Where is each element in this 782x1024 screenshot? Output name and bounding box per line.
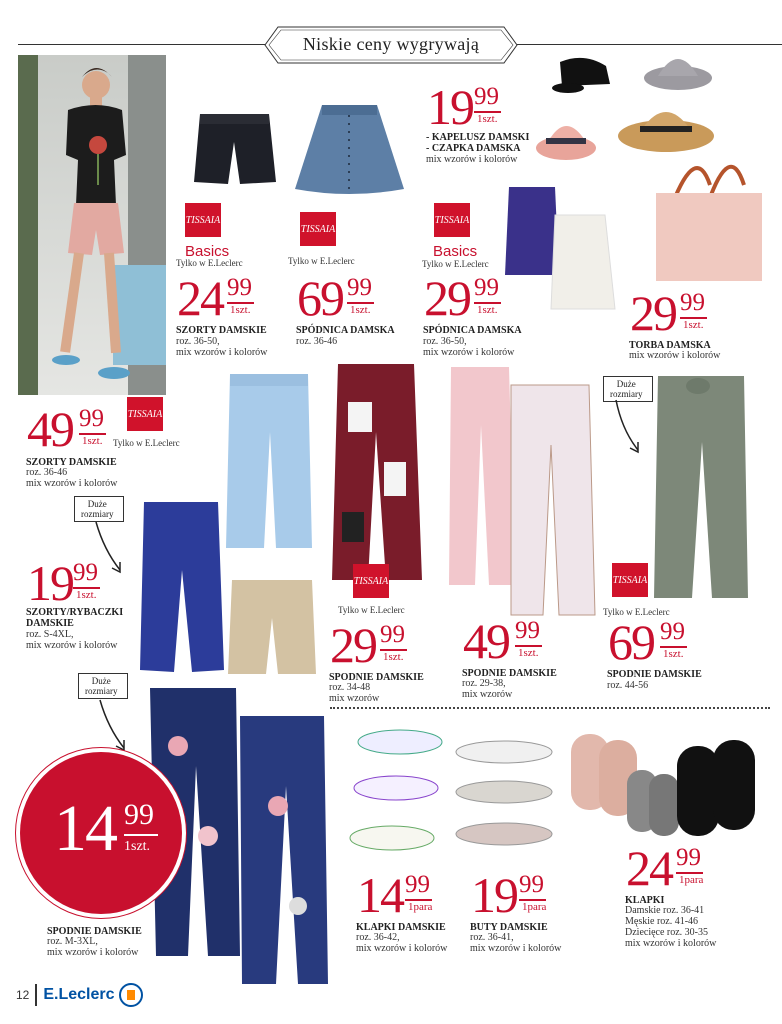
price-circle: 14 99 1szt.: [20, 752, 182, 914]
brand-badge: TISSAIA: [612, 563, 648, 597]
name-spodnie-floral: SPODNIE DAMSKIE: [462, 668, 557, 679]
page-number: 12: [16, 988, 30, 1002]
desc-klapki: Damskie roz. 36-41 Męskie roz. 41-46 Dziecięce roz. 30-35 mix wzorów i kolorów: [625, 905, 717, 949]
desc-spodnie-green: roz. 44-56: [607, 680, 649, 691]
name-buty: BUTY DAMSKIE: [470, 922, 548, 933]
slippers-image: [565, 730, 773, 858]
name-kapelusz: - KAPELUSZ DAMSKI - CZAPKA DAMSKA: [426, 132, 530, 154]
header-banner: [264, 26, 518, 64]
arrow-icon: [96, 698, 130, 754]
bag-image: [650, 145, 768, 285]
black-shorts-image: [192, 112, 277, 190]
desc-torba: mix wzorów i kolorów: [629, 350, 721, 361]
skirts-image: [503, 183, 618, 313]
name-spodnie-print: SPODNIE DAMSKIE: [329, 672, 424, 683]
desc-spodnica2: roz. 36-50, mix wzorów i kolorów: [423, 336, 515, 358]
desc-spodnica: roz. 36-46: [296, 336, 338, 347]
only-leclerc: Tylko w E.Leclerc: [288, 256, 355, 266]
beige-shorts-image: [228, 578, 316, 678]
desc-spodnie-print: roz. 34-48 mix wzorów: [329, 682, 380, 704]
page-title: Niskie ceny wygrywają: [302, 34, 480, 54]
name-szorty-top: SZORTY DAMSKIE: [176, 325, 267, 336]
dotted-divider: [330, 707, 770, 709]
brand-badge: TISSAIA: [300, 212, 336, 246]
name-klapki: KLAPKI: [625, 895, 665, 906]
desc-szorty-model: roz. 36-46 mix wzorów i kolorów: [26, 467, 118, 489]
green-pants-image: [652, 372, 750, 602]
navy-capris-image: [136, 500, 226, 676]
brand-basics: Basics: [433, 243, 478, 260]
pink-pattern-pants-image: [447, 365, 597, 620]
only-leclerc: Tylko w E.Leclerc: [338, 605, 405, 615]
name-torba: TORBA DAMSKA: [629, 340, 711, 351]
name-spodnica: SPÓDNICA DAMSKA: [296, 325, 395, 336]
size-note: Duże rozmiary: [78, 673, 128, 699]
brand-badge: TISSAIA: [185, 203, 221, 237]
only-leclerc: Tylko w E.Leclerc: [113, 438, 180, 448]
leclerc-logo: E.Leclerc: [43, 986, 115, 1003]
name-rybaczki: SZORTY/RYBACZKI DAMSKIE: [26, 607, 124, 629]
brand-basics: Basics: [185, 243, 230, 260]
name-szorty-model: SZORTY DAMSKIE: [26, 457, 117, 468]
desc-rybaczki: roz. S-4XL, mix wzorów i kolorów: [26, 629, 118, 651]
model-photo: [18, 55, 166, 395]
only-leclerc: Tylko w E.Leclerc: [176, 258, 243, 268]
name-spodnica2: SPÓDNICA DAMSKA: [423, 325, 522, 336]
size-note: Duże rozmiary: [74, 496, 124, 522]
womens-shoes-image: [452, 736, 556, 854]
footer: [16, 984, 143, 1006]
desc-kapelusz: mix wzorów i kolorów: [426, 154, 518, 165]
brand-badge: TISSAIA: [353, 564, 389, 598]
brand-badge: TISSAIA: [127, 397, 163, 431]
printed-pants-image: [328, 362, 428, 584]
desc-szorty-top: roz. 36-50, mix wzorów i kolorów: [176, 336, 268, 358]
name-spodnie-big: SPODNIE DAMSKIE: [47, 926, 142, 937]
desc-buty: roz. 36-41, mix wzorów i kolorów: [470, 932, 562, 954]
size-note: Duże rozmiary: [603, 376, 653, 402]
light-blue-pants-image: [222, 372, 317, 552]
only-leclerc: Tylko w E.Leclerc: [603, 607, 670, 617]
desc-klapki-damskie: roz. 36-42, mix wzorów i kolorów: [356, 932, 448, 954]
desc-spodnie-big: roz. M-3XL, mix wzorów i kolorów: [47, 936, 139, 958]
name-klapki-damskie: KLAPKI DAMSKIE: [356, 922, 446, 933]
name-spodnie-green: SPODNIE DAMSKIE: [607, 669, 702, 680]
womens-slides-image: [348, 722, 448, 862]
footer-divider: [35, 984, 37, 1006]
only-leclerc: Tylko w E.Leclerc: [422, 259, 489, 269]
arrow-icon: [612, 398, 642, 458]
denim-skirt-image: [292, 103, 407, 195]
leclerc-logo-icon: [119, 983, 143, 1007]
brand-badge: TISSAIA: [434, 203, 470, 237]
desc-spodnie-floral: roz. 29-38, mix wzorów: [462, 678, 513, 700]
